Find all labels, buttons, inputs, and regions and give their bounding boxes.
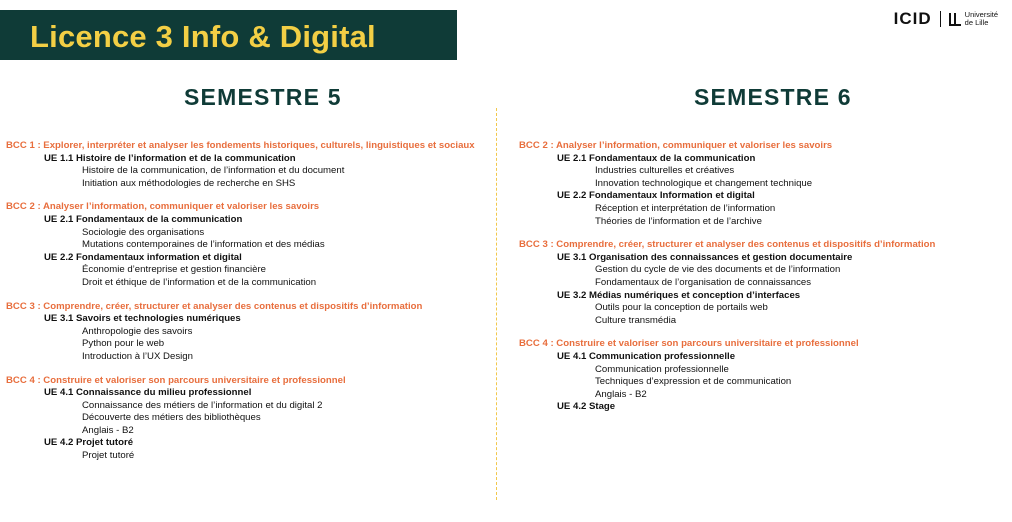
column-divider — [496, 108, 497, 500]
universite-de-lille-logo — [949, 11, 998, 27]
course-item: Innovation technologique et changement technique — [595, 177, 813, 189]
course-item: Sociologie des organisations — [82, 226, 205, 238]
course-item: Anthropologie des savoirs — [82, 325, 193, 337]
ue-heading: UE 2.2 Fondamentaux Information et digital — [557, 190, 755, 202]
semester-5-column — [6, 140, 486, 474]
course-item: Initiation aux méthodologies de recherche en SHS — [82, 177, 296, 189]
logos — [894, 8, 998, 30]
ue-heading: UE 3.2 Médias numériques et conception d’interfaces — [557, 289, 801, 301]
icid-logo: ICID — [893, 9, 932, 28]
ue-heading: UE 2.2 Fondamentaux information et digital — [44, 251, 242, 263]
ue-heading: UE 1.1 Histoire de l’information et de la communication — [44, 152, 296, 164]
ue-heading: UE 4.2 Projet tutoré — [44, 437, 134, 449]
course-item: Théories de l’information et de l’archive — [595, 215, 762, 227]
page-title: Licence 3 Info & Digital — [30, 19, 376, 54]
course-item: Outils pour la conception de portails web — [595, 302, 768, 314]
semester-5-title: SEMESTRE 5 — [184, 84, 342, 110]
course-item: Communication professionnelle — [595, 363, 729, 375]
bcc-heading: BCC 3 : Comprendre, créer, structurer et analyser des contenus et dispositifs d’information — [519, 239, 936, 251]
univ-line2: de Lille — [964, 18, 989, 27]
course-item: Industries culturelles et créatives — [595, 165, 735, 177]
course-item: Fondamentaux de l’organisation de connaissances — [595, 276, 811, 288]
semester-6-title: SEMESTRE 6 — [694, 84, 852, 110]
course-item: Histoire de la communication, de l’information et du document — [82, 165, 345, 177]
bcc-block — [519, 338, 1004, 414]
ue-heading: UE 3.1 Organisation des connaissances et gestion documentaire — [557, 251, 853, 263]
semester-6-column — [519, 140, 1004, 425]
bcc-block — [6, 140, 486, 190]
bcc-heading: BCC 1 : Explorer, interpréter et analyser les fondements historiques, culturels, linguistiques et sociaux — [6, 140, 475, 151]
bcc-block — [6, 201, 486, 289]
course-item: Connaissance des métiers de l’information et du digital 2 — [82, 399, 323, 411]
bcc-heading: BCC 2 : Analyser l’information, communiquer et valoriser les savoirs — [519, 140, 833, 151]
course-item: Mutations contemporaines de l’information et des médias — [82, 239, 325, 251]
course-item: Culture transmédia — [595, 314, 677, 326]
bcc-block — [519, 239, 1004, 327]
ue-heading: UE 4.2 Stage — [557, 401, 616, 413]
course-item: Anglais - B2 — [82, 424, 134, 436]
course-item: Techniques d’expression et de communication — [595, 376, 792, 388]
ue-heading: UE 3.1 Savoirs et technologies numériques — [44, 313, 241, 325]
ue-heading: UE 2.1 Fondamentaux de la communication — [557, 152, 756, 164]
bcc-block — [6, 375, 486, 463]
course-item: Économie d’entreprise et gestion financière — [82, 264, 266, 276]
course-item: Gestion du cycle de vie des documents et de l’information — [595, 264, 841, 276]
course-item: Introduction à l’UX Design — [82, 350, 193, 362]
univ-line1: Université — [964, 10, 998, 19]
title-banner — [0, 10, 457, 60]
bcc-block — [6, 301, 486, 364]
bcc-heading: BCC 4 : Construire et valoriser son parcours universitaire et professionnel — [6, 374, 346, 386]
ue-heading: UE 4.1 Communication professionnelle — [557, 350, 736, 362]
course-item: Anglais - B2 — [595, 388, 647, 400]
ue-heading: UE 2.1 Fondamentaux de la communication — [44, 213, 243, 225]
bcc-block — [519, 140, 1004, 228]
bcc-heading: BCC 3 : Comprendre, créer, structurer et analyser des contenus et dispositifs d’information — [6, 300, 423, 312]
course-item: Projet tutoré — [82, 450, 135, 462]
bcc-heading: BCC 4 : Construire et valoriser son parcours universitaire et professionnel — [519, 338, 859, 350]
course-item: Python pour le web — [82, 338, 165, 350]
logo-divider — [940, 11, 941, 27]
universite-mark-icon — [949, 13, 961, 26]
bcc-heading: BCC 2 : Analyser l’information, communiquer et valoriser les savoirs — [6, 201, 320, 213]
course-item: Découverte des métiers des bibliothèques — [82, 412, 261, 424]
course-item: Droit et éthique de l’information et de la communication — [82, 276, 317, 288]
ue-heading: UE 4.1 Connaissance du milieu professionnel — [44, 387, 252, 399]
course-item: Réception et interprétation de l’information — [595, 202, 776, 214]
